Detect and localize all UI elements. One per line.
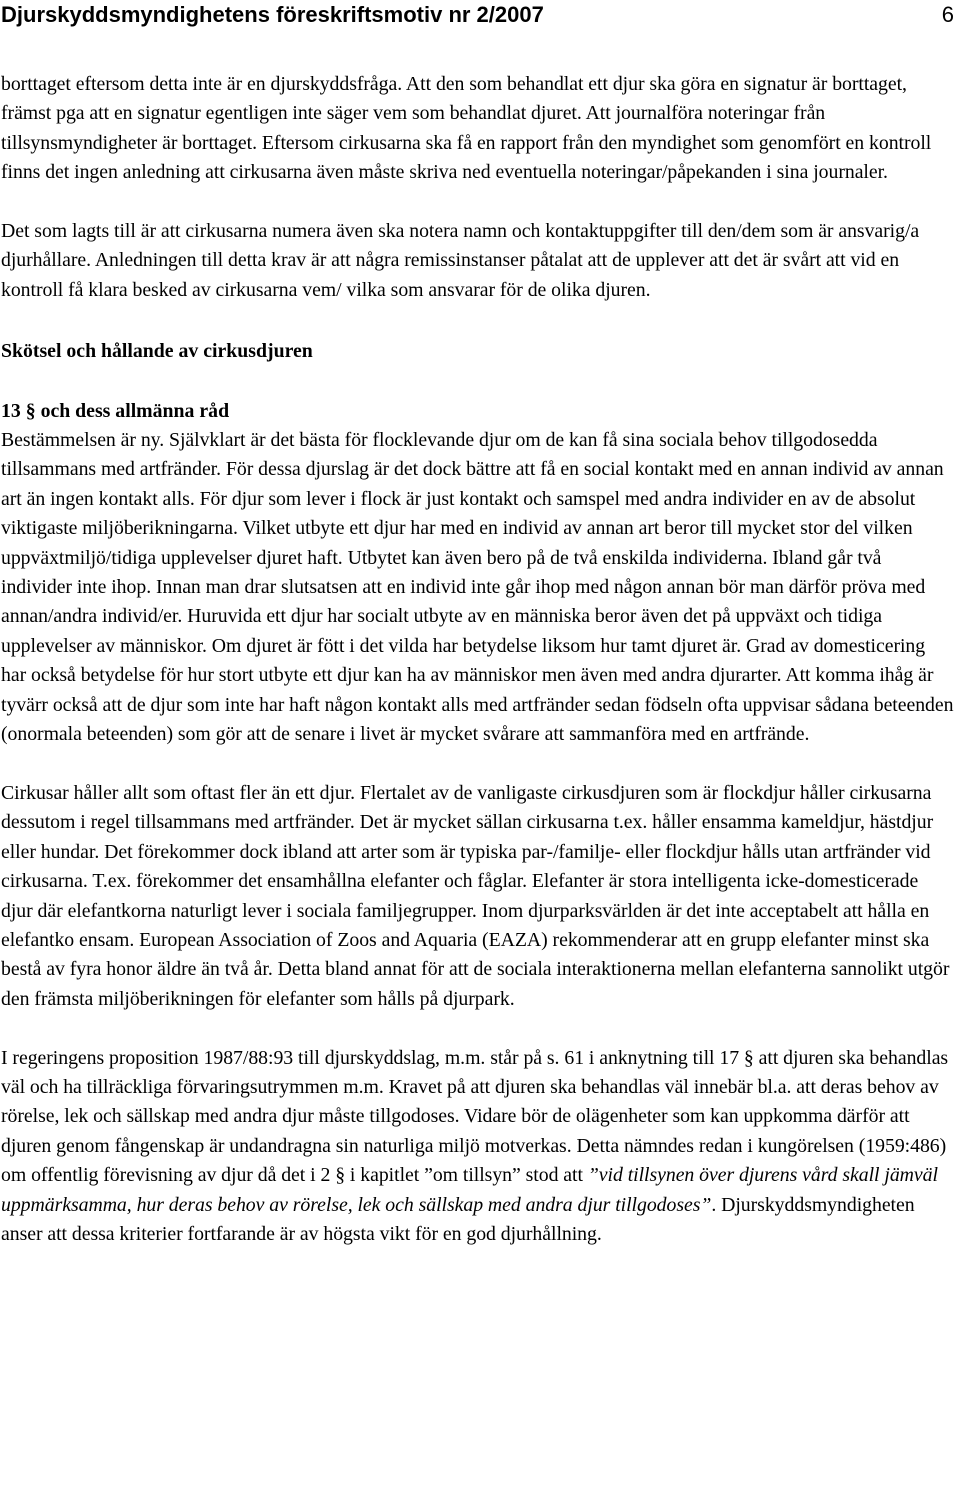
proposition-text-end: . Djurskyddsmyndigheten anser att dessa kriterier fortfarande är av högsta vikt för en god djurhållning. [1, 1193, 915, 1245]
running-header [1, 0, 954, 30]
section-heading: Skötsel och hållande av cirkusdjuren [1, 340, 313, 363]
paragraph-social-needs: Bestämmelsen är ny. Självklart är det bästa för flocklevande djur om de kan få sina sociala behov tillgodosedda tillsammans med artfränder. För dessa djurslag är det dock bättre att få en social kontakt med en annan individ av annan art än ingen kontakt alls. För djur som lever i flock är just kontakt och samspel med andra individer en av de absolut viktigaste miljöberikningarna. Vilket utbyte ett djur har med en individ av annan art beror till mycket stor del vilken uppväxtmiljö/tidiga upplevelser djuret haft. Utbytet kan även bero på de två enskilda individerna. Ibland går två individer inte ihop. Innan man drar slutsatsen att en individ inte går ihop med någon annan bör man därför pröva med annan/andra individ/er. Huruvida ett djur har socialt utbyte av en människa beror även det på uppväxt och tidiga upplevelser av människor. Om djuret är fött i det vilda har betydelse liksom hur tamt djuret är. Grad av domesticering har också betydelse för hur stort utbyte ett djur kan ha av människor men även med andra djurarter. Att komma ihåg är tyvärr också att de djur som inte har haft någon kontakt alls med artfränder sedan födseln ofta uppvisar sådana beteenden (onormala beteenden) som gör att de senare i livet är mycket svårare att sammanföra med en artfrände. [1, 429, 954, 746]
page-number: 6 [941, 2, 954, 27]
paragraph-proposition [1, 1044, 954, 1250]
paragraph-added-requirements: Det som lagts till är att cirkusarna numera även ska notera namn och kontaktuppgifter till den/dem som är ansvarig/a djurhållare. Anledningen till detta krav är att några remissinstanser påtalat att de upplever att det är svårt att vid en kontroll få klara besked av cirkusarna vem/ vilka som ansvarar för de olika djuren. [1, 220, 920, 301]
paragraph-removed-requirements: borttaget eftersom detta inte är en djurskyddsfråga. Att den som behandlat ett djur ska göra en signatur är borttaget, främst pga att en signatur egentligen inte säger vem som behandlat djuret. Att journalföra noteringar från tillsynsmyndigheter är borttaget. Eftersom cirkusarna ska få en rapport från den myndighet som genomfört en kontroll finns det ingen anledning att cirkusarna även måste skriva ned eventuella noteringar/påpekanden i sina journaler. [1, 73, 932, 184]
proposition-quote: ”vid tillsynen över djurens vård skall jämväl uppmärksamma, hur deras behov av rörelse, lek och sällskap med andra djur tillgodoses” [1, 1164, 938, 1216]
paragraph-circus-animals: Cirkusar håller allt som oftast fler än ett djur. Flertalet av de vanligaste cirkusdjuren som är flockdjur håller cirkusarna dessutom i regel tillsammans med artfränder. Det är mycket sällan cirkusarna t.ex. håller ensamma kameldjur, hästdjur eller hundar. Det förekommer dock ibland att arter som är typiska par-/familje- eller flockdjur hålls utan artfränder vid cirkusarna. T.ex. förekommer det ensamhållna elefanter och fåglar. Elefanter är stora intelligenta icke-domesticerade djur där elefantkorna naturligt lever i sociala familjegrupper. Inom djurparksvärlden är det inte acceptabelt att hålla en elefantko ensam. European Association of Zoos and Aquaria (EAZA) rekommenderar att en grupp elefanter minst ska bestå av fyra honor äldre än två år. Detta bland annat för att de sociala interaktionerna mellan elefanterna sannolikt utgör den främsta miljöberikningen för elefanter som hålls på djurpark. [1, 781, 950, 1010]
subsection-heading: 13 § och dess allmänna råd [1, 399, 230, 422]
proposition-text-start: I regeringens proposition 1987/88:93 till djurskyddslag, m.m. står på s. 61 i anknytning till 17 § att djuren ska behandlas väl och ha tillräckliga förvaringsutrymmen m.m. Kravet på att djuren ska behandlas väl innebär bl.a. att deras behov av rörelse, lek och sällskap med andra djur måste tillgodoses. Vidare bör de olägenheter som kan uppkomma därför att djuren genom fångenskap är undandragna sin naturliga miljö motverkas. Detta nämndes redan i kungörelsen (1959:486) om offentlig förevisning av djur då det i 2 § i kapitlet ”om tillsyn” stod att [1, 1046, 949, 1187]
document-title: Djurskyddsmyndighetens föreskriftsmotiv nr 2/2007 [1, 2, 544, 27]
